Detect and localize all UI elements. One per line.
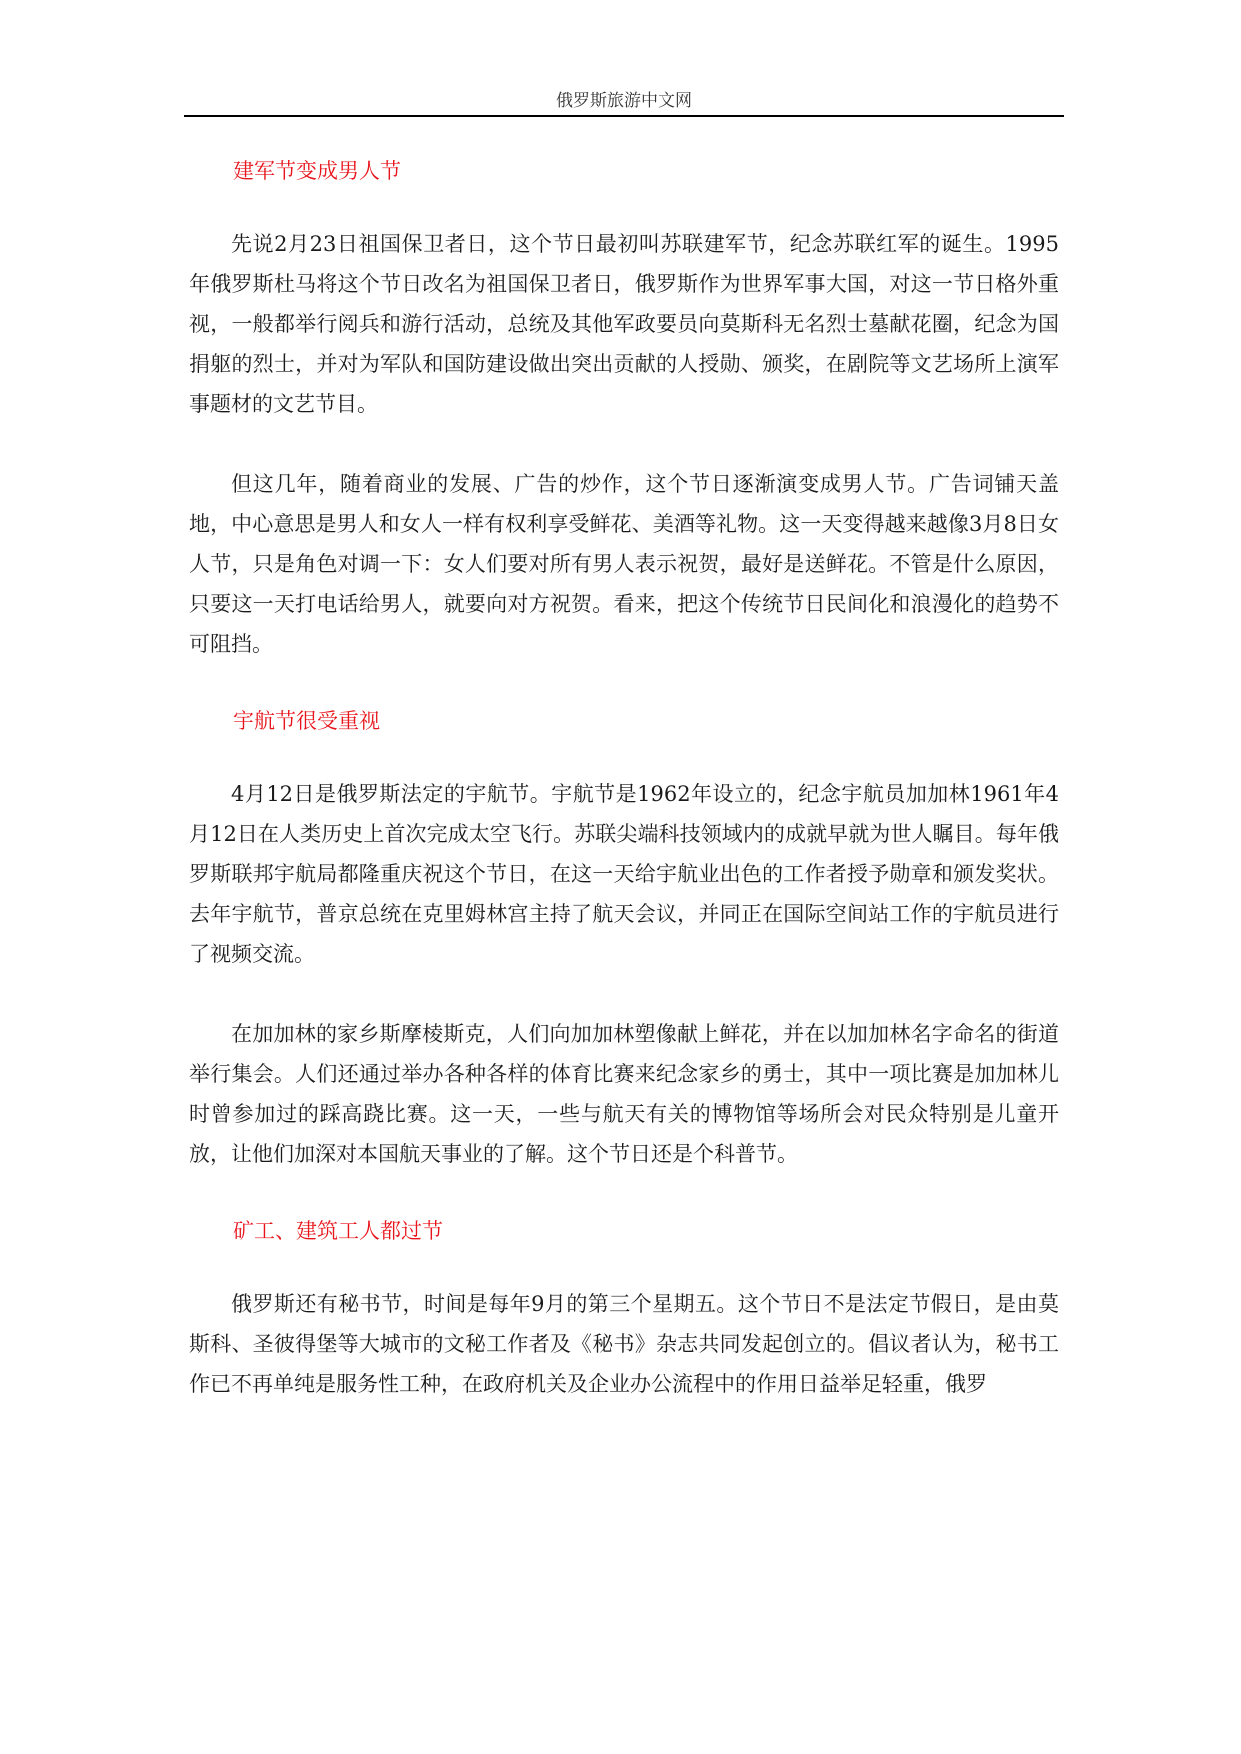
paragraph: 4月12日是俄罗斯法定的宇航节。宇航节是1962年设立的，纪念宇航员加加林1961年4月12日在人类历史上首次完成太空飞行。苏联尖端科技领域内的成就早就为世人瞩目。每年俄罗斯联邦宇航局都隆重庆祝这个节日，在这一天给宇航业出色的工作者授予勋章和颁发奖状。去年宇航节，普京总统在克里姆林宫主持了航天会议，并同正在国际空间站工作的宇航员进行了视频交流。 [189,782,1059,966]
page-header: 俄罗斯旅游中文网 [556,91,692,111]
paragraph: 俄罗斯还有秘书节，时间是每年9月的第三个星期五。这个节日不是法定节假日，是由莫斯科、圣彼得堡等大城市的文秘工作者及《秘书》杂志共同发起创立的。倡议者认为，秘书工作已不再单纯是服务性工种，在政府机关及企业办公流程中的作用日益举足轻重，俄罗 [189,1292,1059,1396]
article-body [189,154,1059,1404]
section-heading-army-day: 建军节变成男人节 [233,159,401,183]
paragraph: 先说2月23日祖国保卫者日，这个节日最初叫苏联建军节，纪念苏联红军的诞生。1995年俄罗斯杜马将这个节日改名为祖国保卫者日，俄罗斯作为世界军事大国，对这一节日格外重视，一般都举行阅兵和游行活动，总统及其他军政要员向莫斯科无名烈士墓献花圈，纪念为国捐躯的烈士，并对为军队和国防建设做出突出贡献的人授勋、颁奖，在剧院等文艺场所上演军事题材的文艺节目。 [189,232,1059,416]
section-heading-workers-day: 矿工、建筑工人都过节 [233,1219,443,1243]
paragraph: 在加加林的家乡斯摩棱斯克，人们向加加林塑像献上鲜花，并在以加加林名字命名的街道举行集会。人们还通过举办各种各样的体育比赛来纪念家乡的勇士，其中一项比赛是加加林儿时曾参加过的踩高跷比赛。这一天，一些与航天有关的博物馆等场所会对民众特别是儿童开放，让他们加深对本国航天事业的了解。这个节日还是个科普节。 [189,1022,1059,1166]
paragraph: 但这几年，随着商业的发展、广告的炒作，这个节日逐渐演变成男人节。广告词铺天盖地，中心意思是男人和女人一样有权利享受鲜花、美酒等礼物。这一天变得越来越像3月8日女人节，只是角色对调一下：女人们要对所有男人表示祝贺，最好是送鲜花。不管是什么原因，只要这一天打电话给男人，就要向对方祝贺。看来，把这个传统节日民间化和浪漫化的趋势不可阻挡。 [189,472,1059,656]
section-heading-cosmonautics-day: 宇航节很受重视 [233,709,380,733]
header-divider [184,115,1064,117]
